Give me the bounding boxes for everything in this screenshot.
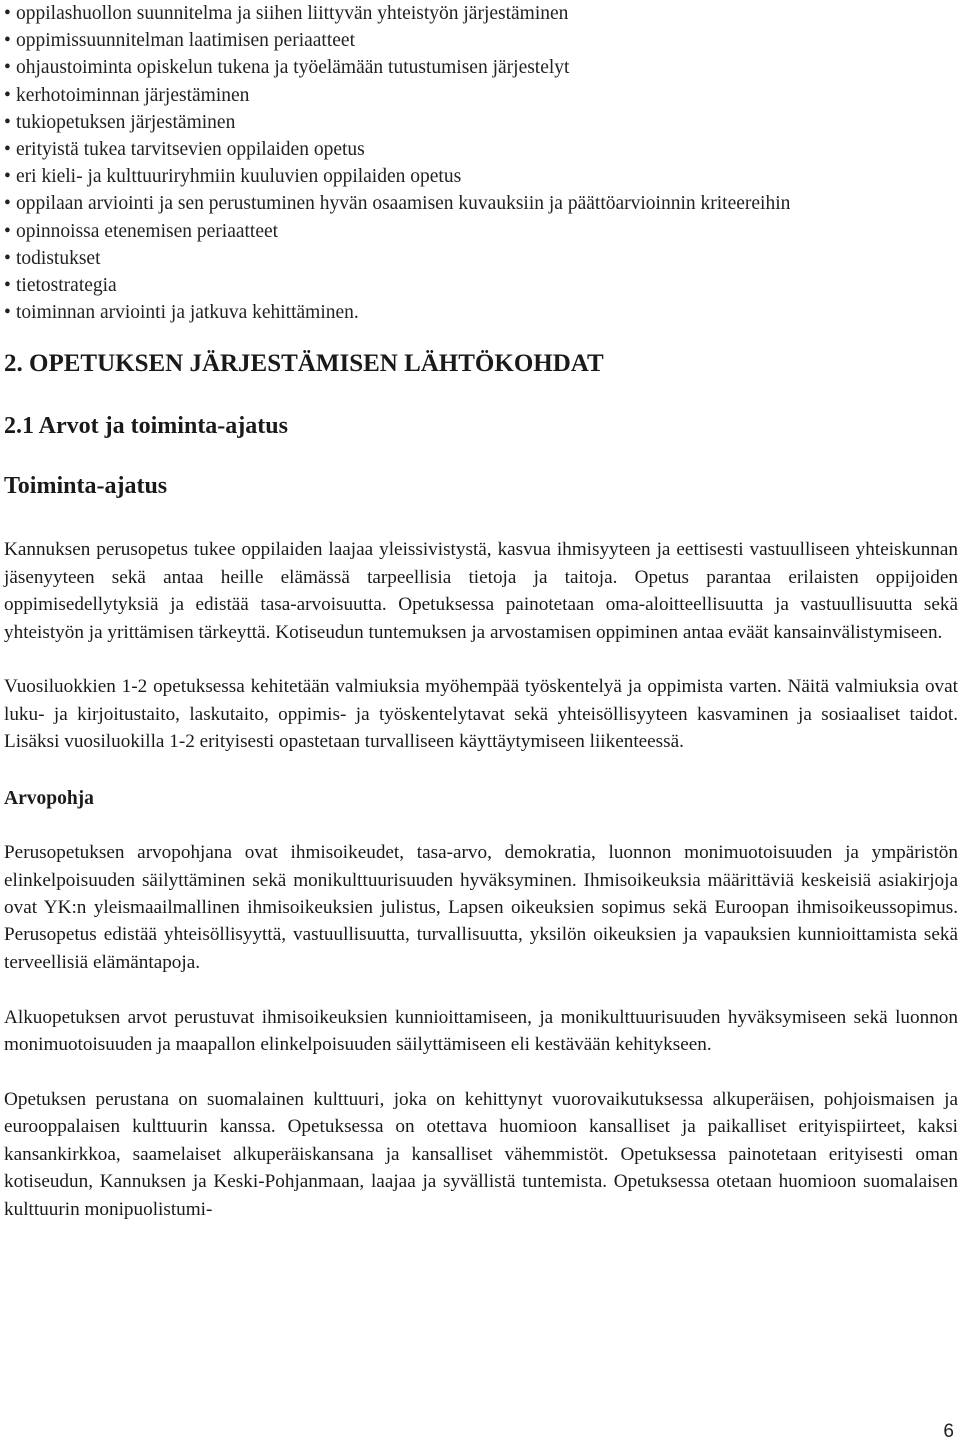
toiminta-ajatus-heading: Toiminta-ajatus <box>4 473 168 500</box>
list-item: • toiminnan arviointi ja jatkuva kehittäminen. <box>4 299 958 326</box>
body-paragraph: Kannuksen perusopetus tukee oppilaiden laajaa yleissivistystä, kasvua ihmisyyteen ja eettisesti vastuulliseen yhteiskunnan jäsenyyteen sekä antaa heille elämässä tarpeellisia tietoja ja taitoja. Opetus parantaa erilaisten oppijoiden oppimisedellytyksiä ja edistää tasa-arvoisuutta. Opetuksessa painotetaan oma-aloitteellisuutta ja vastuullisuutta sekä yhteistyön ja yrittämisen tärkeyttä. Kotiseudun tuntemuksen ja arvostamisen oppiminen antaa eväät kansainvälistymiseen. <box>4 539 958 643</box>
list-item: • oppimissuunnitelman laatimisen periaatteet <box>4 27 958 54</box>
document-page <box>4 0 958 1223</box>
list-item: • opinnoissa etenemisen periaatteet <box>4 218 958 245</box>
list-item: • kerhotoiminnan järjestäminen <box>4 82 958 109</box>
list-item: • ohjaustoiminta opiskelun tukena ja työelämään tutustumisen järjestelyt <box>4 54 958 81</box>
list-item: • tietostrategia <box>4 272 958 299</box>
body-paragraph: Vuosiluokkien 1-2 opetuksessa kehitetään valmiuksia myöhempää työskentelyä ja oppimista varten. Näitä valmiuksia ovat luku- ja kirjoitustaito, laskutaito, oppimis- ja työskentelytavat sekä yhteisöllisyyteen kasvaminen ja sosiaaliset taidot. Lisäksi vuosiluokilla 1-2 erityisesti opastetaan turvalliseen käyttäytymiseen liikenteessä. <box>4 676 958 753</box>
body-paragraph: Opetuksen perustana on suomalainen kulttuuri, joka on kehittynyt vuorovaikutuksessa alkuperäisen, pohjoismaisen ja eurooppalaisen kulttuurin kanssa. Opetuksessa on otettava huomioon kansalliset ja paikalliset erityispiirteet, kaksi kansankirkkoa, saamelaiset alkuperäiskansana ja kansalliset vähemmistöt. Opetuksessa painotetaan erityisesti oman kotiseudun, Kannuksen ja Keski-Pohjanmaan, laajaa ja syvällistä tuntemista. Opetuksessa otetaan huomioon suomalaisen kulttuurin monipuolistumi- <box>4 1088 958 1220</box>
list-item: • eri kieli- ja kulttuuriryhmiin kuuluvien oppilaiden opetus <box>4 163 958 190</box>
list-item: • erityistä tukea tarvitsevien oppilaiden opetus <box>4 136 958 163</box>
page-number: 6 <box>943 1421 954 1442</box>
arvopohja-heading: Arvopohja <box>4 787 94 809</box>
body-paragraph: Perusopetuksen arvopohjana ovat ihmisoikeudet, tasa-arvo, demokratia, luonnon monimuotoisuuden ja ympäristön elinkelpoisuuden säilyttäminen sekä monikulttuurisuuden hyväksyminen. Ihmisoikeuksia määrittäviä keskeisiä asiakirjoja ovat YK:n yleismaailmallinen ihmisoikeuksien julistus, Lapsen oikeuksien sopimus sekä Euroopan ihmisoikeussopimus. Perusopetus edistää yhteisöllisyyttä, vastuullisuutta, turvallisuutta, yksilön oikeuksien ja vapauksien kunnioittamista sekä terveellisiä elämäntapoja. <box>4 842 958 973</box>
subsection-heading: 2.1 Arvot ja toiminta-ajatus <box>4 413 288 440</box>
list-item: • tukiopetuksen järjestäminen <box>4 109 958 136</box>
body-paragraph: Alkuopetuksen arvot perustuvat ihmisoikeuksien kunnioittamiseen, ja monikulttuurisuuden hyväksymiseen sekä luonnon monimuotoisuuden ja maapallon elinkelpoisuuden säilyttämiseen eli kestävään kehitykseen. <box>4 1006 958 1056</box>
list-item: • oppilashuollon suunnitelma ja siihen liittyvän yhteistyön järjestäminen <box>4 0 958 27</box>
section-heading: 2. OPETUKSEN JÄRJESTÄMISEN LÄHTÖKOHDAT <box>4 350 604 378</box>
list-item: • oppilaan arviointi ja sen perustuminen hyvän osaamisen kuvauksiin ja päättöarvioinnin kriteereihin <box>4 190 958 217</box>
list-item: • todistukset <box>4 245 958 272</box>
topic-bullet-list <box>4 0 958 326</box>
